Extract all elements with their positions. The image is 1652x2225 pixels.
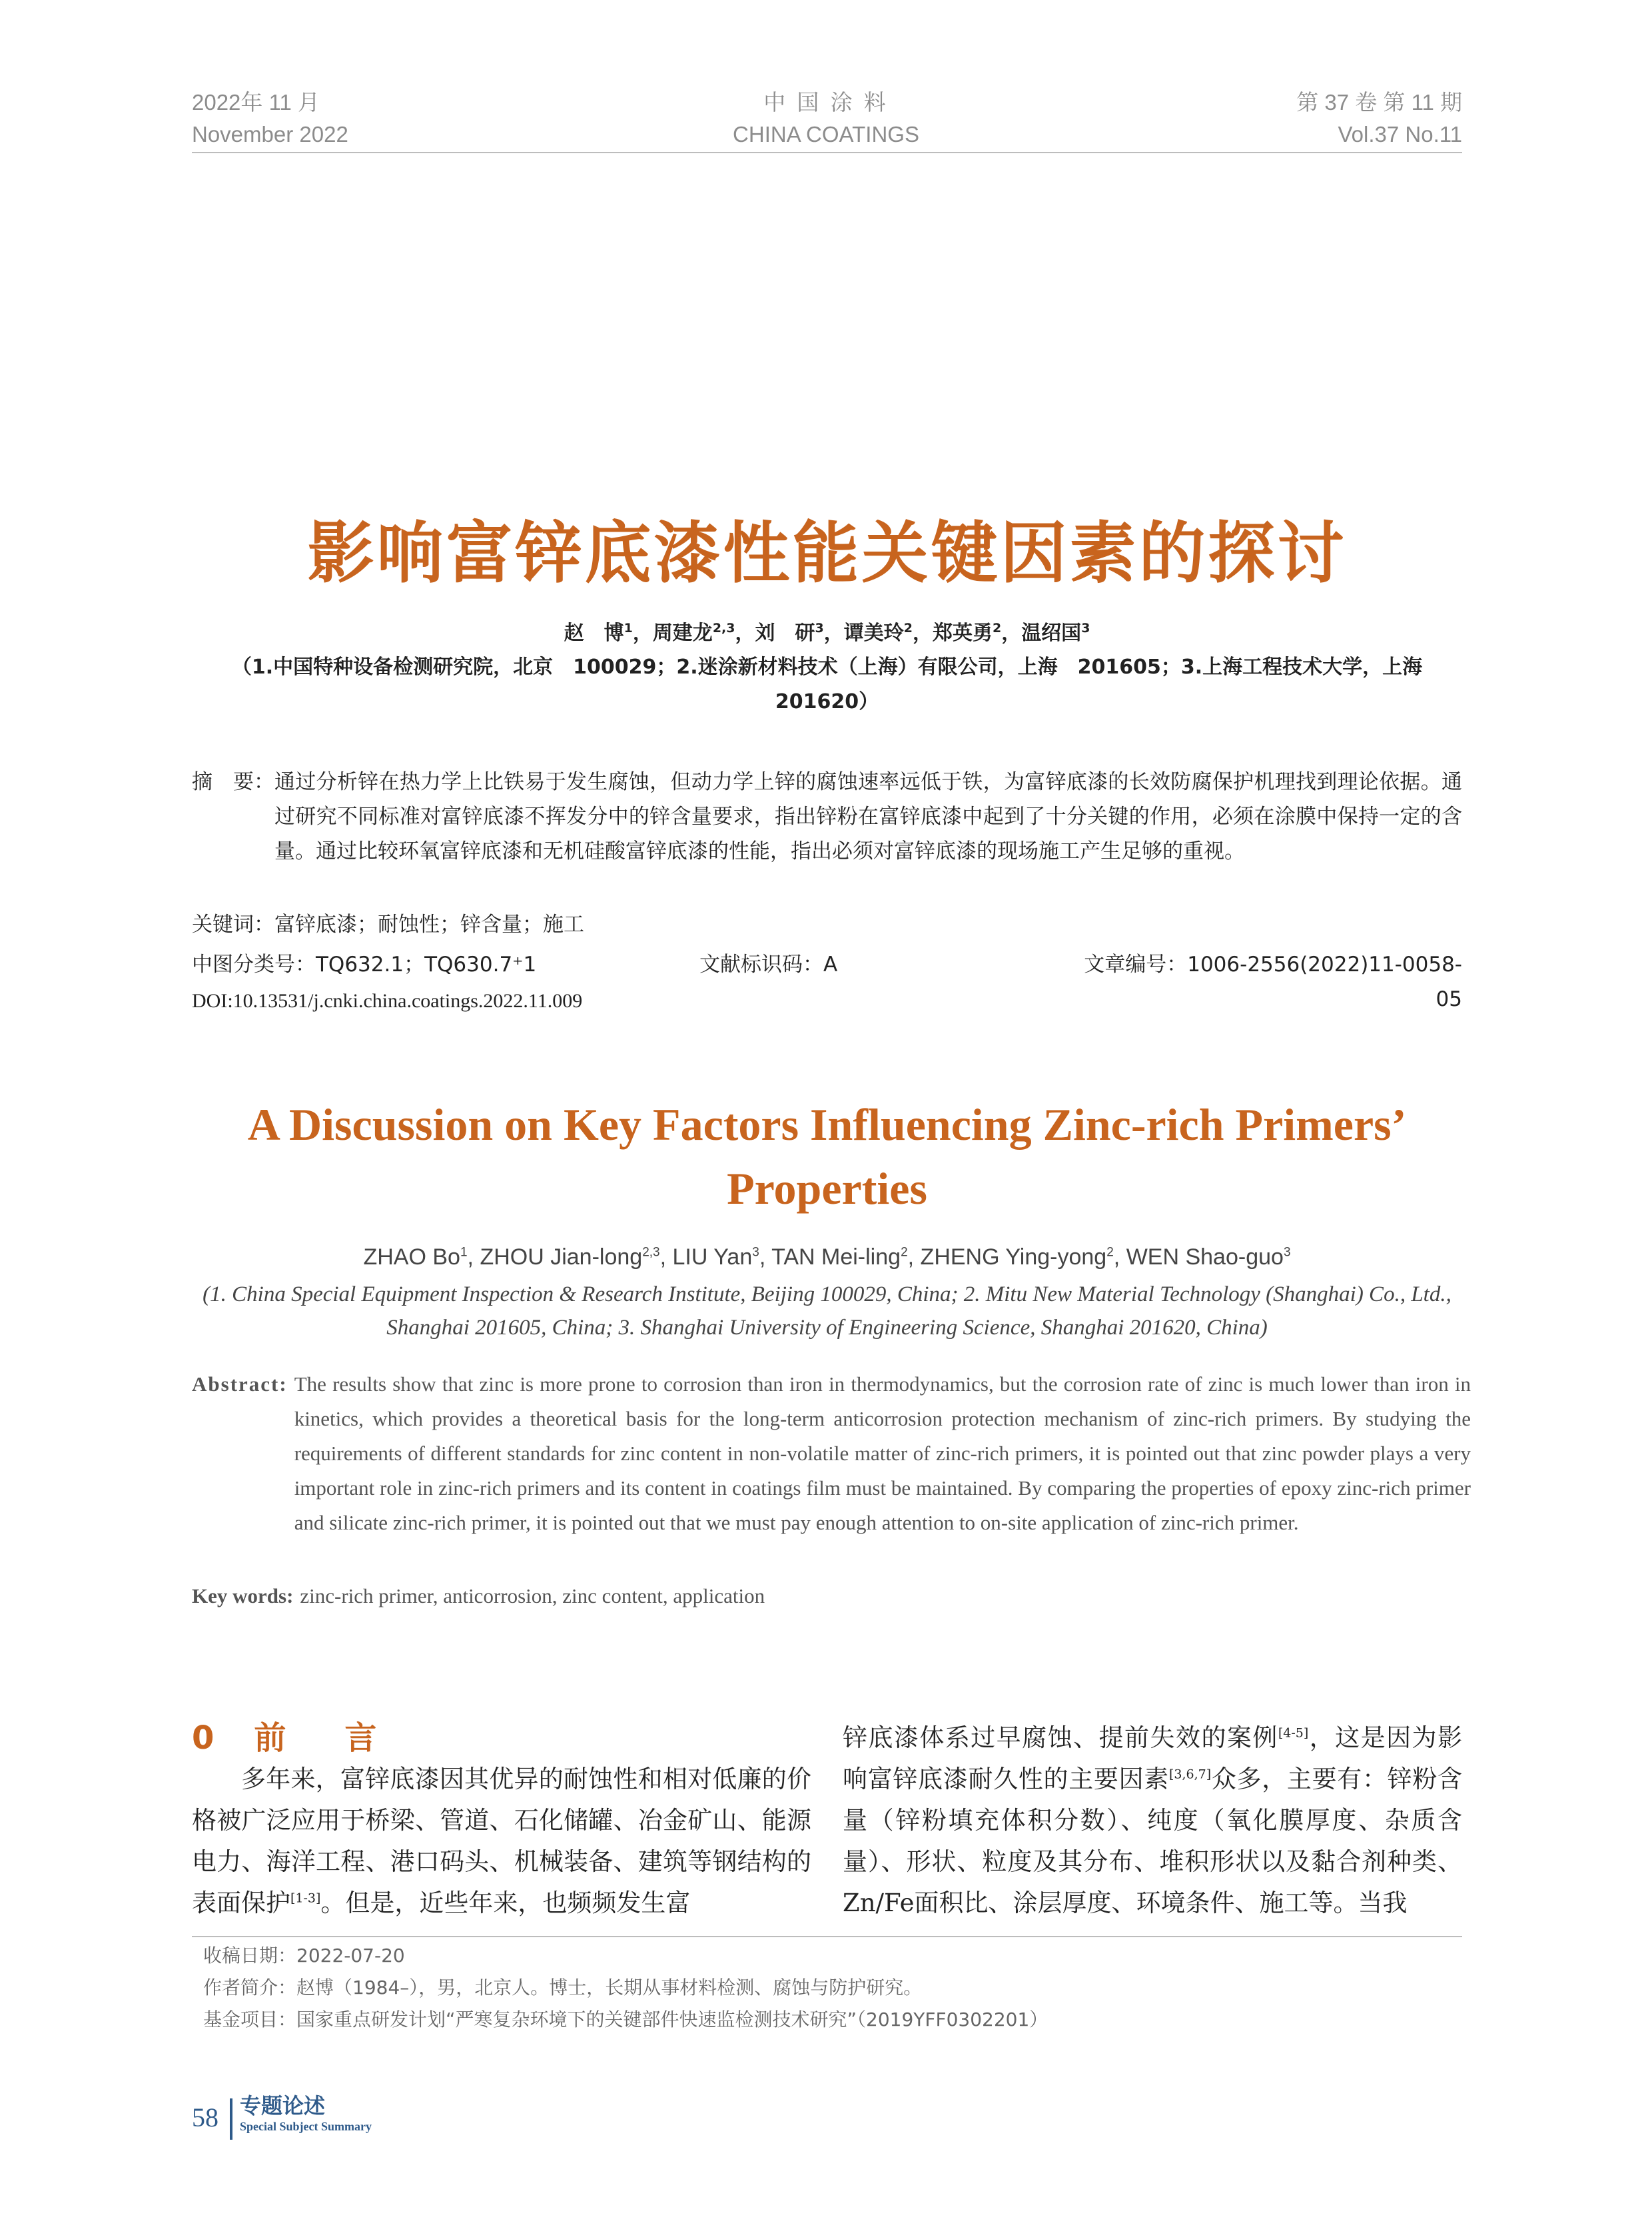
author-en: TAN Mei-ling$^2$ bbox=[771, 1244, 908, 1270]
keywords-en-text: zinc-rich primer, anticorrosion, zinc content, application bbox=[300, 1584, 765, 1607]
doi: DOI:10.13531/j.cnki.china.coatings.2022.11.009 bbox=[192, 990, 583, 1012]
author-en: ZHOU Jian-long$^{2,3}$ bbox=[480, 1244, 660, 1270]
author-cn: 周建龙$^{2,3}$ bbox=[652, 621, 735, 645]
title-cn: 影响富锌底漆性能关键因素的探讨 bbox=[307, 514, 1347, 592]
citation: [4-5] bbox=[1278, 1725, 1309, 1741]
classification-label: 中图分类号： bbox=[192, 953, 316, 977]
header-vol-cn: 第 37 卷 第 11 期 bbox=[1296, 90, 1462, 115]
affiliation-cn: （1.中国特种设备检测研究院，北京 100029；2.迷涂新材料技术（上海）有限公司，上海 201605；3.上海工程技术大学，上海 201620） bbox=[231, 656, 1423, 713]
header-journal-cn: 中 国 涂 料 bbox=[763, 90, 889, 115]
section-title: 前 言 bbox=[254, 1719, 390, 1757]
header-date-cn: 2022年 11 月 bbox=[192, 90, 320, 115]
header-vol-en: Vol.37 No.11 bbox=[1338, 122, 1462, 147]
author-en: LIU Yan$^3$ bbox=[672, 1244, 759, 1270]
body-left-text-cont: 。但是，近些年来，也频频发生富 bbox=[320, 1889, 691, 1917]
article-number-label: 文章编号： bbox=[1084, 953, 1188, 977]
keywords-en bbox=[192, 1579, 765, 1613]
author-cn: 郑英勇$^2$ bbox=[932, 621, 1002, 645]
authors-en: ZHAO Bo$^1$, ZHOU Jian-long$^{2,3}$, LIU Yan$^3$, TAN Mei-ling$^2$, ZHENG Ying-yong$^2$, WEN Shao-guo$^3$ bbox=[363, 1244, 1291, 1270]
author-cn: 谭美玲$^2$ bbox=[843, 621, 913, 645]
header-journal-en: CHINA COATINGS bbox=[733, 122, 919, 147]
footer-column bbox=[240, 2092, 372, 2134]
header-date-en: November 2022 bbox=[192, 122, 348, 147]
body-right-column bbox=[843, 1717, 1462, 1924]
article-number-value: 1006-2556(2022)11-0058-05 bbox=[1187, 953, 1462, 1011]
keywords-en-label: Key words: bbox=[192, 1584, 294, 1607]
section-heading bbox=[192, 1712, 390, 1758]
section-number: 0 bbox=[192, 1719, 228, 1757]
footnote-rule bbox=[192, 1936, 1462, 1937]
author-en: WEN Shao-guo$^3$ bbox=[1126, 1244, 1291, 1270]
citation: [1-3] bbox=[290, 1891, 321, 1906]
body-right-text-2: ，这是因为影响富锌底漆耐久性的主要因素 bbox=[843, 1723, 1463, 1793]
footer-column-en: Special Subject Summary bbox=[240, 2120, 372, 2133]
keywords-cn bbox=[192, 907, 584, 942]
keywords-cn-text: 富锌底漆；耐蚀性；锌含量；施工 bbox=[274, 913, 584, 937]
footnote-funding: 基金项目：国家重点研发计划“严寒复杂环境下的关键部件快速监检测技术研究”（2019YFF0302201） bbox=[203, 2008, 1048, 2030]
abstract-cn-label: 摘 要： bbox=[192, 770, 274, 794]
header-journal bbox=[693, 87, 959, 151]
body-right-text-1: 锌底漆体系过早腐蚀、提前失效的案例 bbox=[843, 1723, 1278, 1752]
header-date bbox=[192, 87, 348, 151]
footer-column-cn: 专题论述 bbox=[240, 2093, 326, 2118]
footnotes bbox=[203, 1940, 1048, 2036]
abstract-en bbox=[192, 1367, 1471, 1540]
author-cn: 温绍国$^3$ bbox=[1021, 621, 1090, 645]
document-code-label: 文献标识码： bbox=[699, 953, 823, 977]
author-cn: 刘 研$^3$ bbox=[755, 621, 824, 645]
article-number bbox=[1066, 947, 1462, 1017]
footer-divider bbox=[230, 2098, 232, 2140]
title-en: A Discussion on Key Factors Influencing Zinc-rich Primers’ Properties bbox=[247, 1099, 1407, 1214]
authors-cn: 赵 博$^1$，周建龙$^{2,3}$，刘 研$^3$，谭美玲$^2$，郑英勇$^2$，温绍国$^3$ bbox=[564, 621, 1090, 645]
author-en: ZHENG Ying-yong$^2$ bbox=[920, 1244, 1114, 1270]
document-code-value: A bbox=[823, 953, 838, 977]
author-en: ZHAO Bo$^1$ bbox=[363, 1244, 468, 1270]
classification-value: TQ632.1；TQ630.7⁺1 bbox=[316, 953, 537, 977]
header-volume bbox=[1196, 87, 1462, 151]
abstract-en-text: The results show that zinc is more prone to corrosion than iron in thermodynamics, but the corrosion rate of zinc is much lower than iron in kinetics, which provides a theoretical basis for the long-term anticorrosion protection mechanism of zinc-rich primers. By studying the requirements of different standards for zinc content in non-volatile matter of zinc-rich primers, it is pointed out that zinc powder plays a very important role in zinc-rich primers and its content in coatings film must be maintained. By comparing the properties of epoxy zinc-rich primer and silicate zinc-rich primer, it is pointed out that we must pay enough attention to on-site application of zinc-rich primer. bbox=[294, 1372, 1471, 1534]
footnote-author-bio: 作者简介：赵博（1984–），男，北京人。博士，长期从事材料检测、腐蚀与防护研究。 bbox=[203, 1977, 923, 1999]
footnote-received: 收稿日期：2022-07-20 bbox=[203, 1945, 405, 1967]
keywords-cn-label: 关键词： bbox=[192, 913, 274, 937]
abstract-en-label: Abstract: bbox=[192, 1372, 288, 1396]
body-right-text-3: 众多，主要有：锌粉含量（锌粉填充体积分数）、纯度（氧化膜厚度、杂质含量）、形状、粒度及其分布、堆积形状以及黏合剂种类、Zn/Fe面积比、涂层厚度、环境条件、施工等。当我 bbox=[843, 1765, 1463, 1917]
document-code bbox=[699, 947, 837, 982]
author-cn: 赵 博$^1$ bbox=[564, 621, 633, 645]
citation: [3,6,7] bbox=[1168, 1767, 1212, 1782]
abstract-cn bbox=[192, 765, 1462, 869]
affiliation-en: (1. China Special Equipment Inspection & Research Institute, Beijing 100029, China; 2. Mitu New Material Technology (Shanghai) Co., Ltd., Shanghai 201605, China; 3. Shanghai University of Engineering Science, Shanghai 201620, China) bbox=[203, 1282, 1451, 1340]
header-rule bbox=[192, 152, 1462, 153]
body-left-text: 多年来，富锌底漆因其优异的耐蚀性和相对低廉的价格被广泛应用于桥梁、管道、石化储罐、冶金矿山、能源电力、海洋工程、港口码头、机械装备、建筑等钢结构的表面保护 bbox=[192, 1765, 811, 1917]
classification bbox=[192, 947, 536, 982]
abstract-cn-text: 通过分析锌在热力学上比铁易于发生腐蚀，但动力学上锌的腐蚀速率远低于铁，为富锌底漆的长效防腐保护机理找到理论依据。通过研究不同标准对富锌底漆不挥发分中的锌含量要求，指出锌粉在富锌底漆中起到了十分关键的作用，必须在涂膜中保持一定的含量。通过比较环氧富锌底漆和无机硅酸富锌底漆的性能，指出必须对富锌底漆的现场施工产生足够的重视。 bbox=[274, 770, 1462, 863]
body-left-column bbox=[192, 1759, 811, 1924]
page-number: 58 bbox=[192, 2102, 218, 2132]
